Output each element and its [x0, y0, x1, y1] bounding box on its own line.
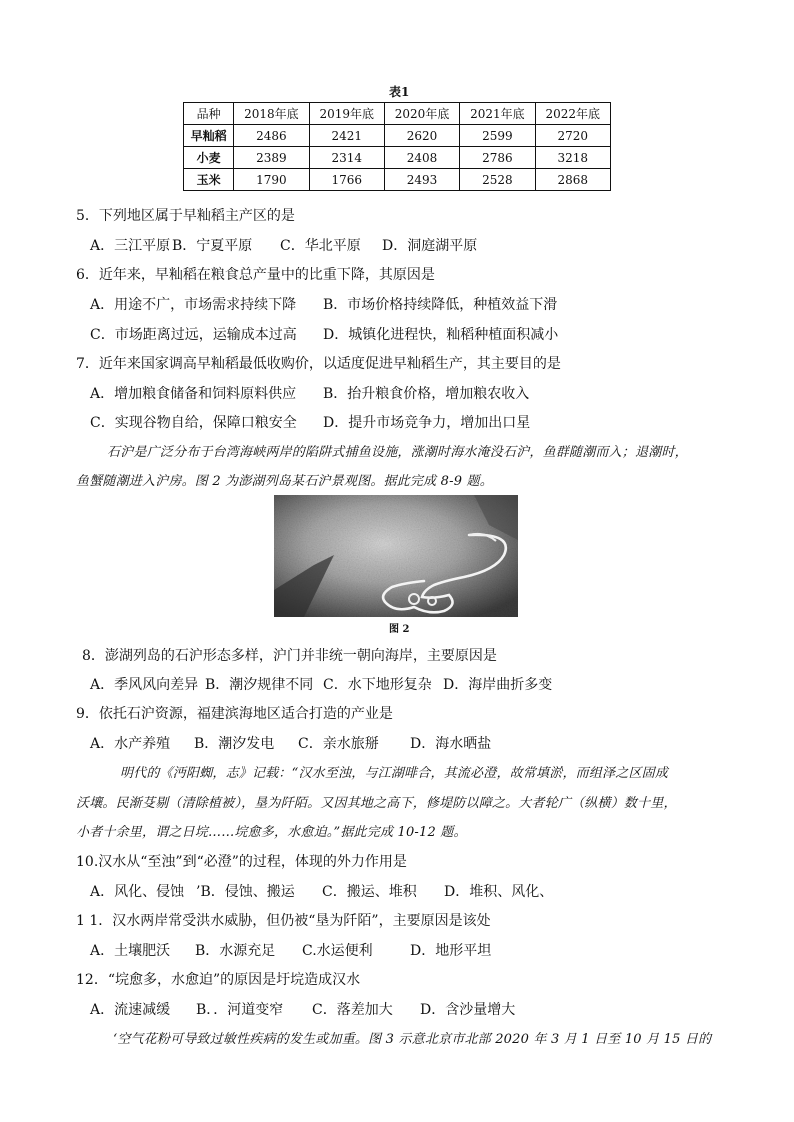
passage-1-line-2: 鱼蟹随潮进入沪房。图 2 为澎湖列岛某石沪景观图。据此完成 8-9 题。 — [76, 474, 493, 489]
option-c: C．水下地形复杂 — [323, 677, 432, 693]
option-b: ’B．侵蚀、搬运 — [196, 884, 295, 900]
stone-weir-photo — [274, 495, 518, 617]
table-cell: 2868 — [535, 169, 610, 191]
data-table — [183, 102, 611, 191]
option-a: A．季风风向差异 — [90, 677, 199, 693]
passage-1-line-1: 石沪是广泛分布于台湾海峡两岸的陷阱式捕鱼设施，涨潮时海水淹没石沪，鱼群随潮而入；退潮时， — [107, 445, 688, 460]
passage-3-line-1: ‘空气花粉可导致过敏性疾病的发生或加重。图 3 示意北京市北部 2020 年 3 月 1 日至 10 月 15 日的 — [113, 1032, 712, 1047]
option-b: B．潮汐发电 — [194, 736, 275, 752]
question-8-stem: 8．澎湖列岛的石沪形态多样，沪门并非统一朝向海岸，主要原因是 — [82, 648, 497, 664]
question-7-option-b: B．抬升粮食价格，增加粮农收入 — [323, 386, 530, 402]
question-7-stem: 7．近年来国家调高早籼稻最低收购价，以适度促进早籼稻生产，其主要目的是 — [76, 356, 561, 372]
option-b: B．宁夏平原 — [172, 238, 253, 254]
option-a: A．流速减缓 — [90, 1002, 171, 1018]
table-row — [184, 147, 611, 169]
option-c: C．搬运、堆积 — [322, 884, 417, 900]
question-11-options — [90, 940, 491, 960]
table-cell: 2314 — [309, 147, 384, 169]
table-cell: 2408 — [384, 147, 459, 169]
option-a: A．风化、侵蚀 — [90, 884, 185, 900]
question-6-stem: 6．近年来，早籼稻在粮食总产量中的比重下降，其原因是 — [76, 267, 435, 283]
table-title: 表1 — [389, 85, 410, 99]
question-12-stem: 12．“垸愈多，水愈迫”的原因是圩垸造成汉水 — [76, 972, 361, 988]
question-5-options — [90, 235, 477, 255]
question-9-options — [90, 733, 491, 753]
table-row-head: 玉米 — [184, 169, 234, 191]
question-10-options — [90, 881, 553, 901]
table-header-cell: 2022年底 — [535, 103, 610, 125]
option-c: C．华北平原 — [280, 238, 361, 254]
table-cell: 2389 — [234, 147, 309, 169]
question-10-stem: 10.汉水从“至浊”到“必澄”的过程，体现的外力作用是 — [76, 854, 407, 870]
table-cell: 2620 — [384, 125, 459, 147]
question-7-option-a: A．增加粮食储备和饲料原料供应 — [90, 386, 297, 402]
option-d: D．海岸曲折多变 — [443, 677, 553, 693]
table-header-row — [184, 103, 611, 125]
table-cell: 2599 — [460, 125, 535, 147]
option-c: C.水运便利 — [302, 943, 373, 959]
table-row-head: 早籼稻 — [184, 125, 234, 147]
option-a: A．三江平原 — [90, 238, 171, 254]
option-b: B．水源充足 — [195, 943, 276, 959]
question-7-option-c: C．实现谷物自给，保障口粮安全 — [90, 415, 297, 431]
option-c: C．亲水旅掰 — [298, 736, 379, 752]
table-cell: 3218 — [535, 147, 610, 169]
option-d: D．海水晒盐 — [410, 736, 492, 752]
passage-2-line-1: 明代的《沔阳蜘，志》记载：“汉水至浊，与江湖啡合，其流必澄，故常填淤，而组泽之区固成 — [120, 766, 669, 781]
table-cell: 2786 — [460, 147, 535, 169]
option-d: D．地形平坦 — [410, 943, 492, 959]
option-b: B．．河道变窄 — [196, 1002, 284, 1018]
figure-2-caption: 图 2 — [389, 624, 410, 635]
table-row-head: 小麦 — [184, 147, 234, 169]
option-d: D．含沙量增大 — [420, 1002, 516, 1018]
question-11-stem: 1 1．汉水两岸常受洪水威胁，但仍被“垦为阡陌”，主要原因是该处 — [76, 913, 491, 929]
table-cell: 2528 — [460, 169, 535, 191]
option-d: D．堆积、风化、 — [444, 884, 554, 900]
table-header-cell: 2020年底 — [384, 103, 459, 125]
table-row — [184, 125, 611, 147]
option-a: A．水产养殖 — [90, 736, 171, 752]
table-cell: 2493 — [384, 169, 459, 191]
question-9-stem: 9．依托石沪资源，福建滨海地区适合打造的产业是 — [76, 706, 393, 722]
table-header-cell: 2018年底 — [234, 103, 309, 125]
option-a: A．土壤肥沃 — [90, 943, 171, 959]
table-cell: 1766 — [309, 169, 384, 191]
question-6-option-a: A．用途不广，市场需求持续下降 — [90, 297, 297, 313]
question-6-option-d: D．城镇化进程快，籼稻种植面积减小 — [323, 327, 559, 343]
table-cell: 1790 — [234, 169, 309, 191]
table-cell: 2720 — [535, 125, 610, 147]
passage-2-line-3: 小者十余里，谓之日垸……垸愈多，水愈迫。”据此完成 10-12 题。 — [76, 825, 467, 840]
table-header-cell: 2021年底 — [460, 103, 535, 125]
option-c: C．落差加大 — [312, 1002, 393, 1018]
question-8-options — [90, 674, 552, 694]
table-header-cell: 品种 — [184, 103, 234, 125]
option-b: B．潮汐规律不同 — [205, 677, 314, 693]
table-row — [184, 169, 611, 191]
question-6-option-c: C．市场距离过远，运输成本过高 — [90, 327, 297, 343]
question-5-stem: 5．下列地区属于早籼稻主产区的是 — [76, 208, 295, 224]
question-12-options — [90, 999, 515, 1019]
option-d: D．洞庭湖平原 — [382, 238, 478, 254]
table-cell: 2486 — [234, 125, 309, 147]
question-6-option-b: B．市场价格持续降低，种植效益下滑 — [323, 297, 558, 313]
question-7-option-d: D．提升市场竞争力，增加出口星 — [323, 415, 531, 431]
table-cell: 2421 — [309, 125, 384, 147]
table-header-cell: 2019年底 — [309, 103, 384, 125]
passage-2-line-2: 沃壤。民渐芟剔（清除植被），垦为阡陌。又因其地之高下，修堤防以障之。大者轮广（纵横）数十里， — [76, 796, 677, 811]
